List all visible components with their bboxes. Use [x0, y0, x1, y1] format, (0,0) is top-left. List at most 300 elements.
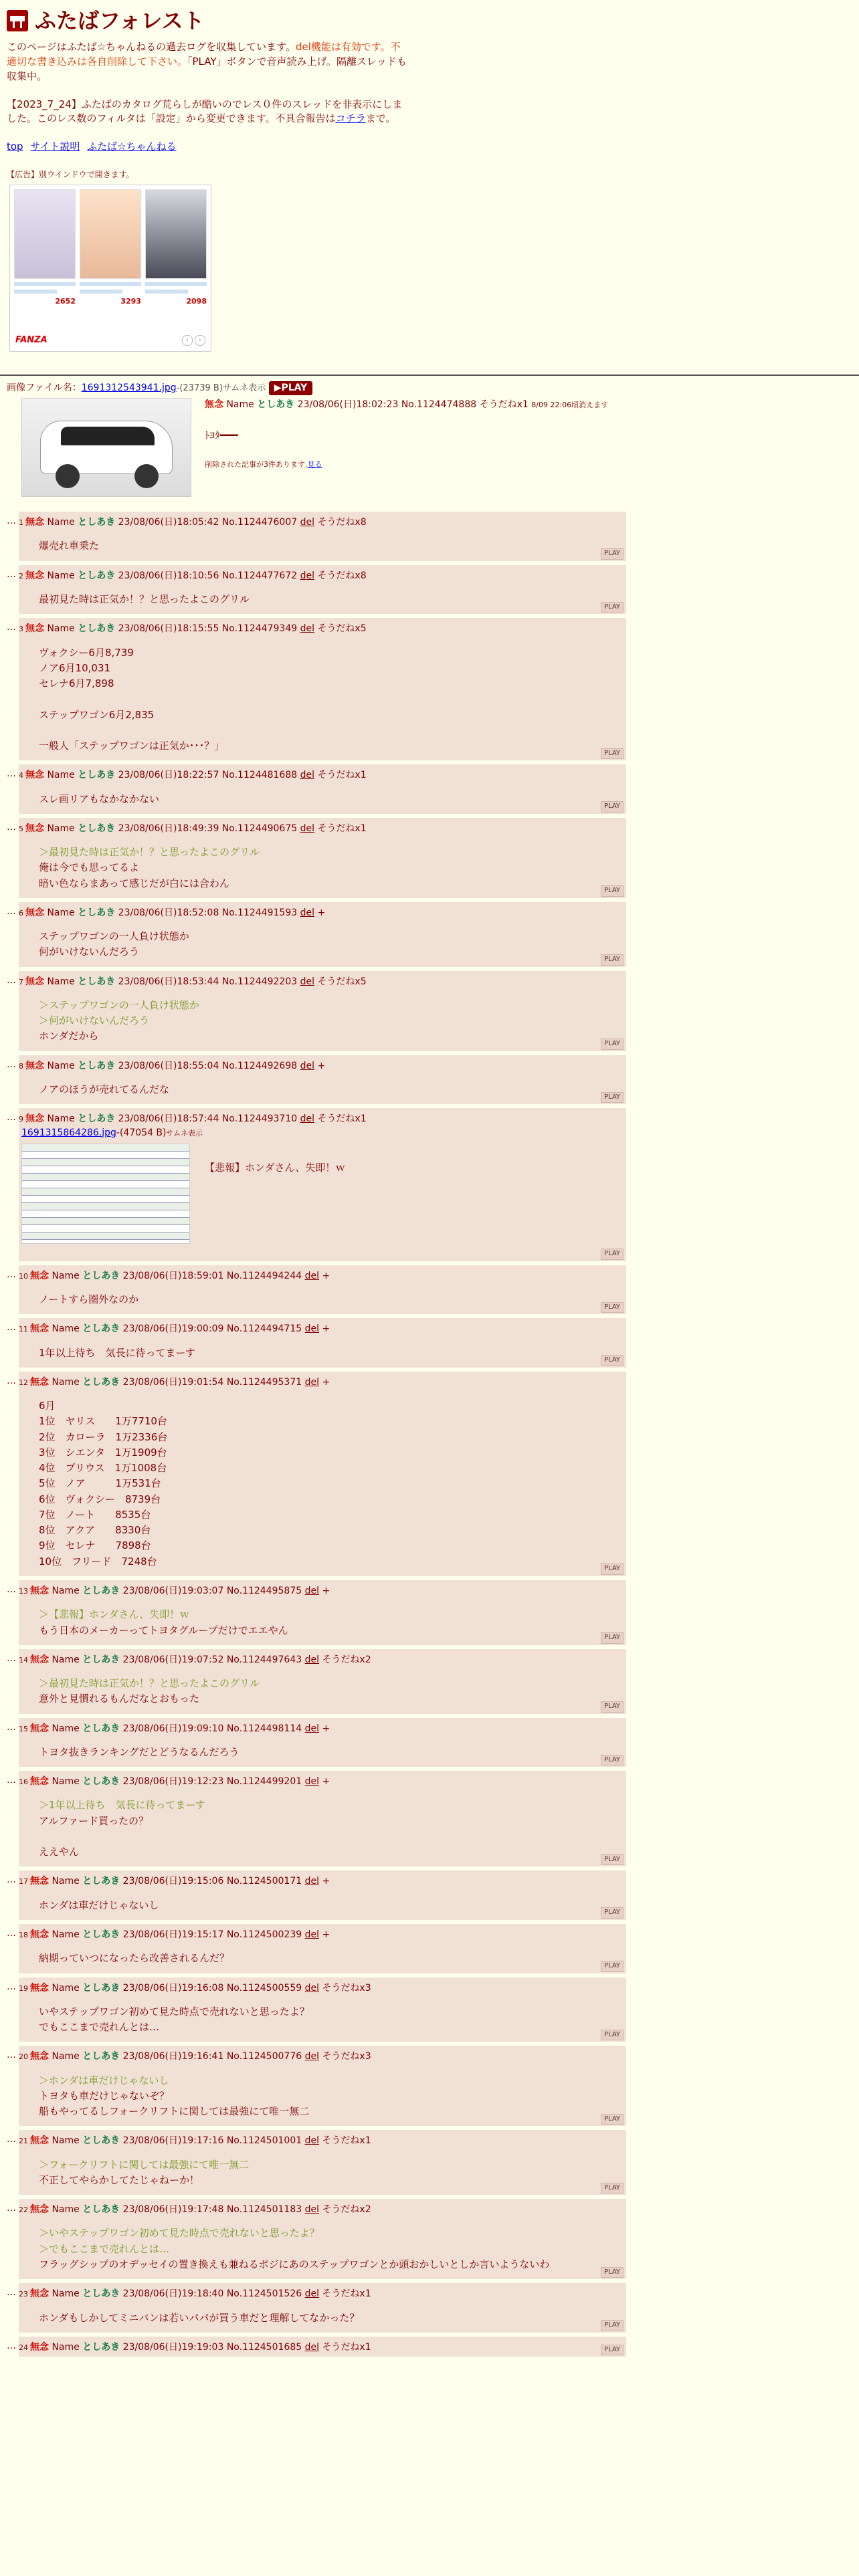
table-image-row [22, 1218, 189, 1225]
reply-index: 20 [19, 2052, 28, 2062]
del-link[interactable]: del [304, 1323, 319, 1335]
play-button[interactable]: PLAY [601, 2345, 624, 2356]
ad-price: 3293 [120, 297, 141, 306]
text-line: いやステップワゴン初めて見た時点で売れないと思ったよ？ [39, 2005, 310, 2018]
reply-marker: … [7, 974, 16, 986]
ad-item[interactable] [14, 189, 76, 307]
text-line: 8位 アクア 8330台 [39, 1524, 151, 1537]
reply-index: 3 [19, 625, 23, 634]
reply [7, 512, 852, 561]
play-button[interactable]: PLAY [601, 1854, 624, 1866]
reply-marker: … [7, 2134, 16, 2145]
car-image-window [61, 427, 155, 445]
play-button[interactable]: PLAY [601, 1907, 624, 1919]
reply-subject: 無念 [25, 1113, 44, 1125]
reply-name: としあき [82, 1929, 120, 1940]
reply-name: としあき [78, 907, 116, 918]
table-image-row [22, 1225, 189, 1232]
reply-body [39, 2073, 622, 2120]
del-link[interactable]: del [304, 1982, 319, 1994]
intro-play-notice: 「PLAY」ボタンで音声読み上げ。 [187, 56, 337, 68]
reply-body [39, 645, 622, 754]
reply-box [19, 1055, 626, 1105]
reply-number: No.1124501526 [226, 2288, 302, 2300]
del-link[interactable]: del [300, 770, 314, 781]
reply-name: としあき [78, 823, 116, 834]
reply-name-label: Name [52, 2288, 80, 2300]
del-link[interactable]: del [300, 1113, 314, 1125]
reply-number: No.1124499201 [226, 1776, 302, 1788]
text-line: ノートすら圏外なのか [39, 1293, 139, 1306]
reply-header [19, 622, 622, 635]
reply-datetime: 23/08/06(日)18:49:39 [118, 823, 219, 834]
reply-number: No.1124495875 [226, 1585, 302, 1596]
reply-box [19, 971, 626, 1051]
reply-body [39, 845, 622, 891]
text-line: ホンダもしかしてミニバンは若いパパが買う車だと理解してなかった？ [39, 2311, 360, 2324]
reply-marker: … [7, 1269, 16, 1280]
reply-index: 18 [19, 1930, 28, 1939]
reply-number: No.1124490675 [221, 823, 298, 834]
del-link[interactable]: del [304, 2135, 319, 2147]
del-link[interactable]: del [304, 2204, 319, 2216]
reply-number: No.1124476007 [221, 517, 298, 528]
op-sodane[interactable]: そうだねx1 [479, 399, 529, 411]
intro-paragraph-2 [7, 98, 408, 127]
sodane-button[interactable]: そうだねx5 [317, 976, 367, 987]
op-deleted-text: 削除された記事が3件あります. [205, 460, 308, 469]
reply-file-size: -(47054 B) [116, 1127, 167, 1138]
reply-image-row [21, 1144, 622, 1244]
reply [7, 565, 852, 615]
reply-name-label: Name [52, 1654, 80, 1665]
reply-header [19, 2341, 622, 2354]
reply-datetime: 23/08/06(日)19:01:54 [122, 1376, 224, 1388]
reply-body [39, 1082, 622, 1097]
play-button[interactable]: PLAY [601, 1701, 624, 1713]
reply-name-label: Name [47, 570, 75, 581]
play-button[interactable]: PLAY [601, 1302, 624, 1313]
text-line [39, 723, 622, 738]
sodane-button[interactable]: + [322, 1723, 330, 1734]
reply [7, 2046, 852, 2126]
reply-name-label: Name [52, 1376, 80, 1388]
reply-body [39, 792, 622, 807]
sodane-button[interactable]: そうだねx1 [322, 2288, 371, 2300]
reply-name-label: Name [52, 1929, 80, 1940]
del-link[interactable]: del [300, 907, 314, 918]
del-link[interactable]: del [300, 570, 314, 581]
quote-line: ＞【悲報】ホンダさん、失即！ｗ [39, 1608, 190, 1621]
table-image-row [22, 1232, 189, 1240]
ad-item[interactable] [80, 189, 141, 307]
reply-index: 5 [19, 824, 23, 833]
reply-header [19, 768, 622, 782]
reply-name-label: Name [47, 1060, 75, 1071]
sodane-button[interactable]: そうだねx8 [317, 517, 367, 528]
reply-name: としあき [82, 1585, 120, 1596]
reply-name-label: Name [52, 1876, 80, 1887]
table-image-row [22, 1174, 189, 1181]
del-link[interactable]: del [304, 1929, 319, 1940]
reply [7, 971, 852, 1051]
ad-thumbnail [145, 189, 207, 279]
del-link[interactable]: del [304, 1585, 319, 1596]
reply [7, 2130, 852, 2195]
reply-name: としあき [82, 1376, 120, 1388]
del-link[interactable]: del [304, 1776, 319, 1788]
text-line: スレ画リアもなかなかない [39, 792, 160, 805]
play-button[interactable]: PLAY [601, 1564, 624, 1575]
reply-number: No.1124501183 [226, 2204, 302, 2216]
play-button[interactable]: PLAY [601, 885, 624, 897]
reply-marker: … [7, 1721, 16, 1733]
del-link[interactable]: del [300, 517, 314, 528]
reply-index: 6 [19, 908, 23, 918]
del-link[interactable]: del [300, 976, 314, 987]
ad-pager [182, 335, 205, 346]
sodane-button[interactable]: そうだねx2 [322, 2204, 371, 2216]
reply-body [39, 2226, 622, 2272]
sodane-button[interactable]: + [322, 1323, 330, 1335]
reply-list [7, 512, 852, 2357]
reply-body [39, 538, 622, 554]
reply-name-label: Name [52, 2341, 80, 2353]
reply-datetime: 23/08/06(日)19:00:09 [122, 1323, 224, 1335]
play-button[interactable]: PLAY [601, 1355, 624, 1366]
ad-price: 2652 [55, 297, 76, 306]
reply-subject: 無念 [25, 770, 44, 781]
del-link[interactable]: del [304, 2288, 319, 2300]
table-image-row [22, 1144, 189, 1152]
reply-datetime: 23/08/06(日)18:59:01 [122, 1270, 224, 1281]
ad-thumbnail [80, 189, 141, 279]
reply-subject: 無念 [30, 2135, 49, 2147]
table-image-row [22, 1166, 189, 1174]
text-line: 4位 プリウス 1万1008台 [39, 1462, 167, 1475]
table-image-row [22, 1188, 189, 1196]
del-link[interactable]: del [304, 2051, 319, 2062]
op-header [205, 398, 608, 411]
reply-name: としあき [78, 623, 116, 635]
reply-subject: 無念 [30, 2341, 49, 2353]
reply-body [39, 2311, 622, 2326]
sodane-button[interactable]: そうだねx1 [322, 2341, 371, 2353]
reply-subject: 無念 [25, 517, 44, 528]
sodane-button[interactable]: そうだねx1 [322, 2135, 371, 2147]
reply-name-label: Name [52, 1585, 80, 1596]
reply-body [39, 1607, 622, 1638]
reply-marker: … [7, 768, 16, 780]
text-line: アルファード買ったの？ [39, 1814, 149, 1827]
text-line: 7位 ノート 8535台 [39, 1508, 151, 1521]
reply-body [39, 998, 622, 1045]
text-line: もう日本のメーカーってトヨタグループだけでエエやん [39, 1624, 288, 1636]
play-button[interactable]: PLAY [601, 1092, 624, 1103]
del-link[interactable]: del [304, 1723, 319, 1734]
reply-body [39, 1798, 622, 1860]
reply-name: としあき [78, 1060, 116, 1071]
del-link[interactable]: del [304, 1270, 319, 1281]
play-button[interactable]: PLAY [601, 2183, 624, 2194]
nav-link-futaba[interactable]: ふたば☆ちゃんねる [87, 140, 177, 153]
reply-number: No.1124481688 [221, 770, 298, 781]
reply-box [19, 1649, 626, 1714]
reply-box [19, 2046, 626, 2126]
reply-index: 12 [19, 1378, 28, 1387]
reply-subject: 無念 [30, 2204, 49, 2216]
sodane-button[interactable]: + [322, 1270, 330, 1281]
reply-datetime: 23/08/06(日)19:12:23 [122, 1776, 224, 1788]
reply-number: No.1124500239 [226, 1929, 302, 1940]
text-line: フラッグシップのオデッセイの置き換えも兼ねるポジにあのステップワゴンとか頭おかしいとしか言いようないわ [39, 2258, 550, 2270]
car-wheel-rear [134, 464, 159, 488]
del-link[interactable]: del [304, 1376, 319, 1388]
play-button[interactable]: PLAY [601, 548, 624, 560]
op-content [205, 398, 608, 497]
del-link[interactable]: del [304, 1876, 319, 1887]
reply-datetime: 23/08/06(日)19:16:08 [122, 1982, 224, 1994]
reply-index: 15 [19, 1724, 28, 1733]
reply-datetime: 23/08/06(日)18:22:57 [118, 770, 219, 781]
text-line: ノアのほうが売れてるんだな [39, 1083, 170, 1095]
reply-datetime: 23/08/06(日)18:15:55 [118, 623, 219, 635]
reply-subject: 無念 [30, 2051, 49, 2062]
reply-name: としあき [82, 2051, 120, 2062]
text-line: 3位 シエンタ 1万1909台 [39, 1446, 167, 1459]
reply-subject: 無念 [25, 976, 44, 987]
reply-name: としあき [82, 1723, 120, 1734]
reply-header [19, 822, 622, 835]
reply-datetime: 23/08/06(日)19:07:52 [122, 1654, 224, 1665]
op-expire: 8/09 22:06頃消えます [531, 401, 609, 410]
reply-box [19, 1108, 626, 1261]
op-deleted-note [205, 459, 608, 470]
play-button[interactable]: PLAY [601, 2267, 624, 2278]
text-line: 6月 [39, 1400, 56, 1412]
divider [0, 374, 859, 376]
reply-box [19, 618, 626, 760]
reply-name: としあき [78, 517, 116, 528]
reply-datetime: 23/08/06(日)19:09:10 [122, 1723, 224, 1734]
reply-box [19, 1580, 626, 1645]
reply-subject: 無念 [30, 1723, 49, 1734]
reply-marker: … [7, 1112, 16, 1123]
play-button[interactable]: PLAY [601, 2030, 624, 2041]
sodane-button[interactable]: そうだねx1 [317, 1113, 367, 1125]
text-line: トヨタも車だけじゃないぞ？ [39, 2089, 170, 2102]
op-post [21, 398, 852, 497]
table-image-row [22, 1152, 189, 1159]
ad-prev-icon[interactable]: ‹ [182, 335, 193, 346]
text-line: ヴォクシー6月8,739 [39, 646, 134, 659]
intro [7, 40, 852, 126]
reply-header [19, 2287, 622, 2300]
reply [7, 1870, 852, 1920]
quote-line: ＞でもここまで売れんとは… [39, 2242, 170, 2255]
reply-name: としあき [82, 2341, 120, 2353]
bug-report-link[interactable]: コチラ [335, 112, 366, 125]
reply-box [19, 1771, 626, 1866]
reply-box [19, 2199, 626, 2279]
text-line: 最初見た時は正気か！？と思ったよこのグリル [39, 593, 250, 605]
reply-name-label: Name [47, 1113, 75, 1125]
sodane-button[interactable]: + [322, 1585, 330, 1596]
reply [7, 1055, 852, 1105]
reply-header [19, 1981, 622, 1995]
reply-name: としあき [78, 570, 116, 581]
sodane-button[interactable]: + [322, 1376, 330, 1388]
reply-body [39, 592, 622, 607]
sodane-button[interactable]: そうだねx3 [322, 2051, 371, 2062]
site-title: ふたばフォレスト [35, 8, 205, 33]
reply-header [19, 1775, 622, 1788]
reply-header [19, 1653, 622, 1667]
op-file-link[interactable]: 1691312543941.jpg [81, 383, 177, 394]
reply-datetime: 23/08/06(日)18:52:08 [118, 907, 219, 918]
sodane-button[interactable]: そうだねx3 [322, 1982, 371, 1994]
reply-number: No.1124477672 [221, 570, 298, 581]
text-line: 一般人「ステップワゴンは正気か･･･？」 [39, 740, 225, 752]
reply-header [19, 975, 622, 988]
reply-number: No.1124495371 [226, 1376, 302, 1388]
reply-number: No.1124500776 [226, 2051, 302, 2062]
quote-line: ＞いやステップワゴン初めて見た時点で売れないと思ったよ？ [39, 2227, 320, 2240]
reply-marker: … [7, 1874, 16, 1886]
sodane-button[interactable]: そうだねx8 [317, 570, 367, 581]
reply-marker: … [7, 1981, 16, 1992]
text-line: ノア6月10,031 [39, 661, 111, 674]
play-button[interactable]: PLAY [601, 2114, 624, 2125]
reply-number: No.1124497643 [226, 1654, 302, 1665]
reply-name-label: Name [47, 976, 75, 987]
reply-body [39, 1951, 622, 1966]
quote-line: ＞最初見た時は正気か！？と思ったよこのグリル [39, 1677, 260, 1690]
nav-link-top[interactable]: top [7, 140, 23, 153]
reply-box [19, 902, 626, 967]
reply-number: No.1124492203 [221, 976, 298, 987]
op-play-label: PLAY [281, 383, 308, 394]
op-body: ﾄﾖﾀ━━━ [205, 429, 238, 442]
play-button[interactable]: PLAY [601, 748, 624, 760]
reply-header [19, 1059, 622, 1073]
reply-datetime: 23/08/06(日)19:15:06 [122, 1876, 224, 1887]
op-deleted-link[interactable]: 見る [307, 460, 322, 469]
reply-name-label: Name [52, 1723, 80, 1734]
reply-header [19, 1722, 622, 1735]
reply-marker: … [7, 568, 16, 580]
sodane-button[interactable]: + [317, 1060, 326, 1071]
reply-body: 【悲報】ホンダさん、失即！ｗ [205, 1161, 346, 1174]
site-logo-icon[interactable] [7, 10, 28, 31]
sodane-button[interactable]: そうだねx1 [317, 770, 367, 781]
op-thumbnail[interactable] [21, 398, 191, 497]
ad-next-icon[interactable]: › [195, 335, 205, 346]
text-line: 船もやってるしフォークリフトに関しては最強にて唯一無二 [39, 2105, 310, 2118]
reply-body [39, 1676, 622, 1707]
sodane-button[interactable]: + [322, 1776, 330, 1788]
del-link[interactable]: del [304, 2341, 319, 2353]
del-link[interactable]: del [300, 623, 314, 635]
reply [7, 1771, 852, 1866]
sodane-button[interactable]: そうだねx2 [322, 1654, 371, 1665]
play-button[interactable]: PLAY [601, 1961, 624, 1972]
sodane-button[interactable]: + [322, 1929, 330, 1940]
reply-file-info [21, 1126, 622, 1140]
play-button[interactable]: PLAY [601, 801, 624, 813]
reply-body [39, 1346, 622, 1361]
reply-index: 21 [19, 2137, 28, 2146]
intro-update-tail: まで。 [365, 112, 396, 125]
reply-name-label: Name [52, 1776, 80, 1788]
sodane-button[interactable]: + [317, 907, 326, 918]
reply-box [19, 1318, 626, 1368]
del-link[interactable]: del [300, 1060, 314, 1071]
play-button[interactable]: PLAY [601, 954, 624, 966]
reply-marker: … [7, 2203, 16, 2214]
reply-index: 22 [19, 2206, 28, 2215]
quote-line: ＞ステップワゴンの一人負け状態か [39, 998, 199, 1011]
reply-datetime: 23/08/06(日)18:55:04 [118, 1060, 219, 1071]
reply-index: 24 [19, 2343, 28, 2352]
reply-thumbnail[interactable] [21, 1144, 190, 1244]
text-line: 1年以上待ち 気長に待ってまーす [39, 1346, 195, 1359]
text-line: トヨタ抜きランキングだとどうなるんだろう [39, 1745, 240, 1758]
reply [7, 818, 852, 898]
table-image-row [22, 1159, 189, 1166]
reply-box [19, 2130, 626, 2195]
sodane-button[interactable]: そうだねx1 [317, 823, 367, 834]
sodane-button[interactable]: + [322, 1876, 330, 1887]
nav-link-about[interactable]: サイト説明 [30, 140, 80, 153]
del-link[interactable]: del [300, 823, 314, 834]
reply-name-label: Name [52, 1982, 80, 1994]
ad-banner[interactable] [9, 185, 211, 352]
play-button[interactable]: PLAY [601, 1755, 624, 1766]
ad-item[interactable] [145, 189, 207, 307]
play-button[interactable]: PLAY [601, 1039, 624, 1050]
reply-index: 14 [19, 1655, 28, 1665]
reply-name: としあき [82, 2288, 120, 2300]
play-button[interactable]: PLAY [601, 1632, 624, 1644]
reply-subject: 無念 [30, 1876, 49, 1887]
reply-datetime: 23/08/06(日)19:19:03 [122, 2341, 224, 2353]
del-link[interactable]: del [304, 1654, 319, 1665]
reply [7, 2199, 852, 2279]
quote-line: ＞フォークリフトに関しては最強にて唯一無二 [39, 2158, 250, 2171]
ad-price: 2098 [186, 297, 207, 306]
reply-index: 4 [19, 771, 23, 780]
play-button[interactable]: PLAY [601, 2320, 624, 2331]
reply-datetime: 23/08/06(日)18:05:42 [118, 517, 219, 528]
reply-name-label: Name [52, 1270, 80, 1281]
site-header [7, 5, 852, 36]
sodane-button[interactable]: そうだねx5 [317, 623, 367, 635]
reply-index: 19 [19, 1983, 28, 1993]
reply-name: としあき [78, 770, 116, 781]
reply-body [39, 1292, 622, 1307]
play-button[interactable]: PLAY [601, 602, 624, 613]
reply-index: 8 [19, 1061, 23, 1071]
reply-marker: … [7, 2050, 16, 2061]
reply-subject: 無念 [30, 1654, 49, 1665]
reply-file-link[interactable]: 1691315864286.jpg [21, 1127, 116, 1138]
intro-isolated-notice: 隔離スレッドも収集中。 [7, 56, 407, 82]
op-file-info [7, 381, 852, 395]
play-button[interactable]: PLAY [601, 1249, 624, 1260]
op-play-button[interactable]: ▶PLAY [269, 381, 313, 395]
quote-line: ＞1年以上待ち 気長に待ってまーす [39, 1799, 205, 1812]
